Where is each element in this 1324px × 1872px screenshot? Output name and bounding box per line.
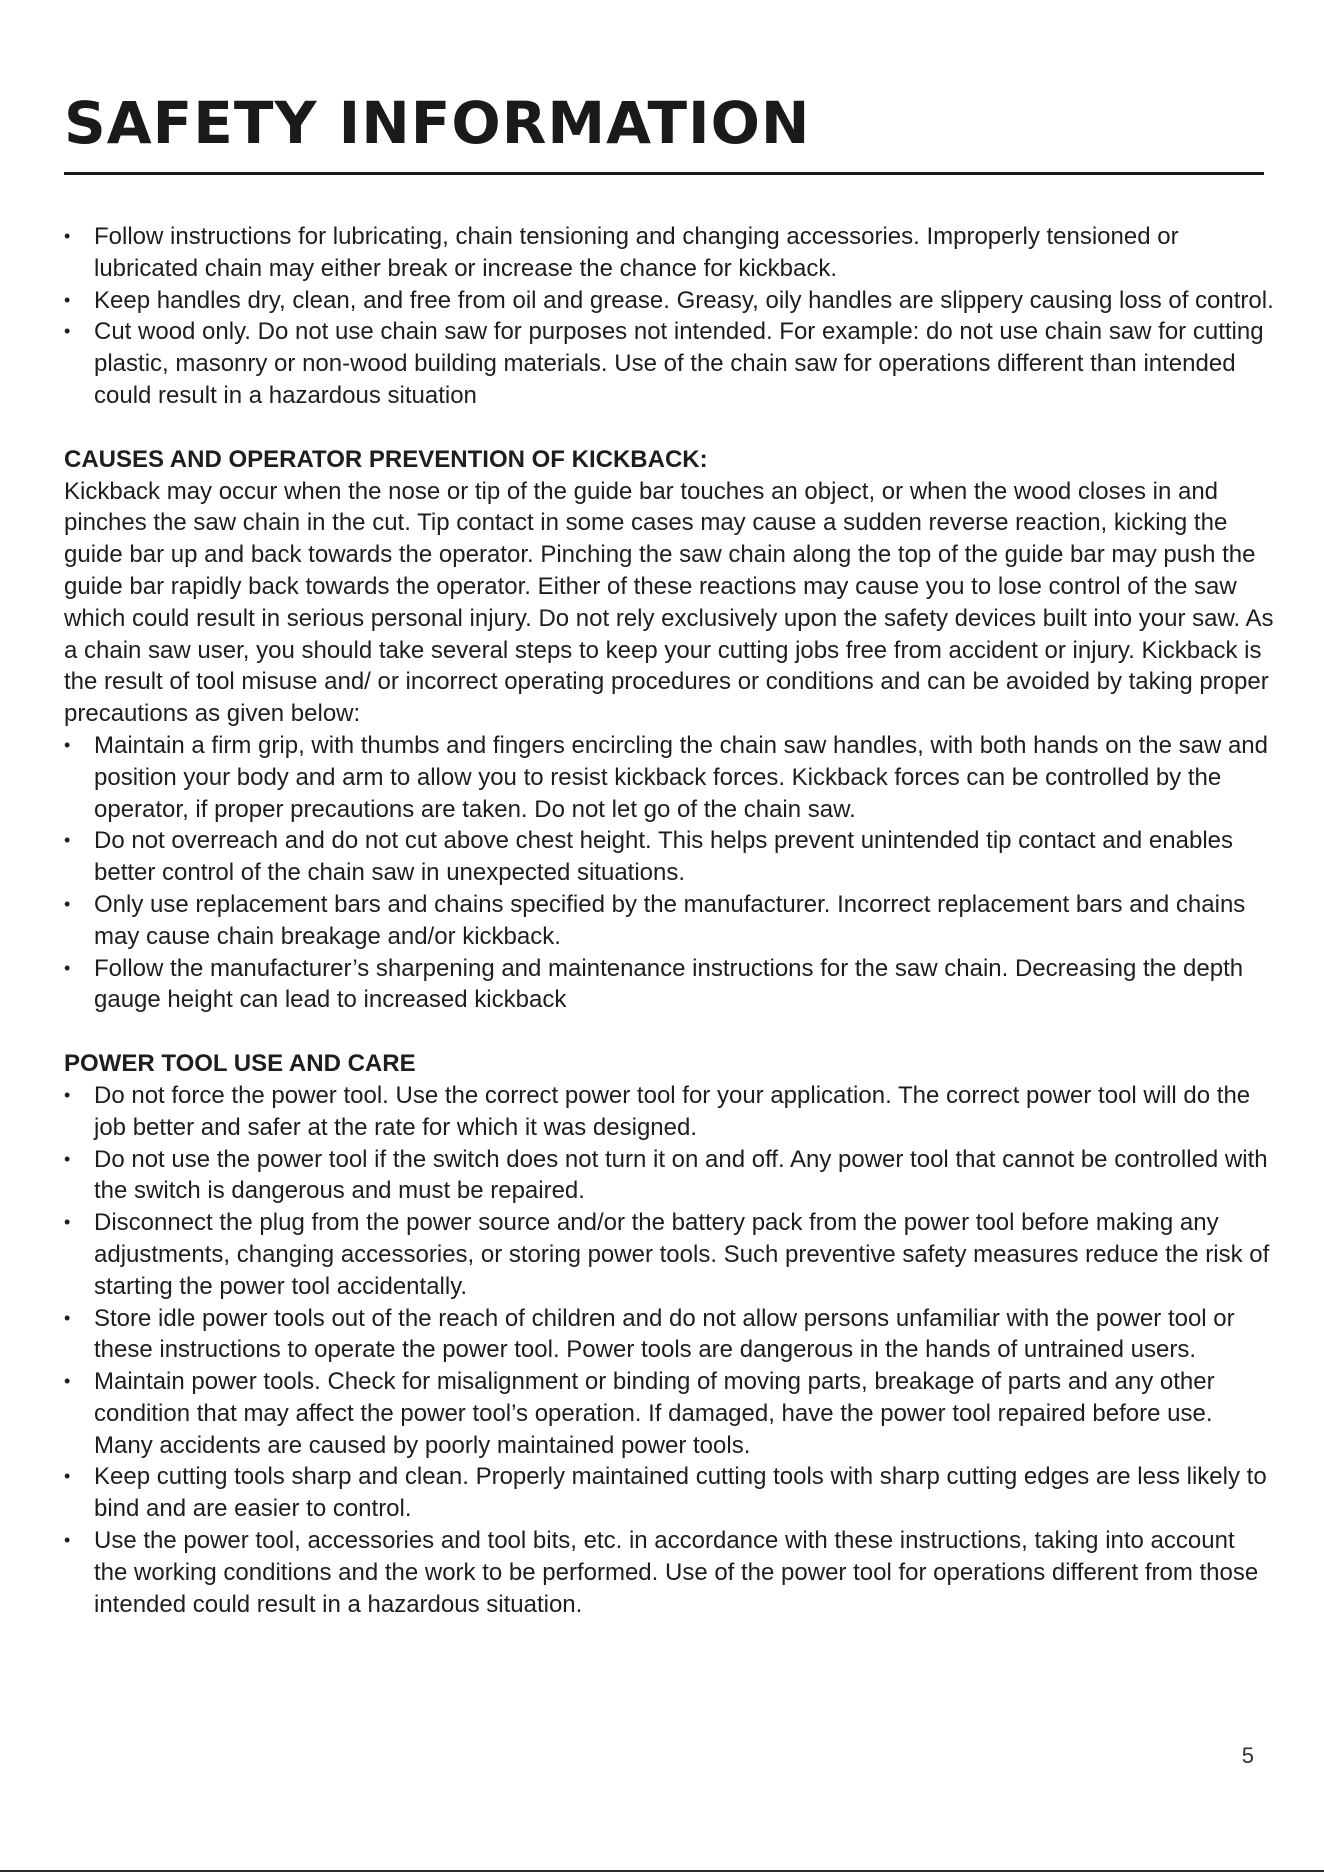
intro-bullet-list bbox=[64, 221, 1274, 412]
list-item: • Keep cutting tools sharp and clean. Properly maintained cutting tools with sharp cutting edges are less likely to bind and are easier to control. bbox=[64, 1461, 1274, 1525]
list-item: • Do not use the power tool if the switch does not turn it on and off. Any power tool that cannot be controlled with the switch is dangerous and must be repaired. bbox=[64, 1144, 1274, 1208]
list-item: • Do not overreach and do not cut above chest height. This helps prevent unintended tip contact and enables better control of the chain saw in unexpected situations. bbox=[64, 825, 1274, 889]
list-item: • Maintain a firm grip, with thumbs and fingers encircling the chain saw handles, with both hands on the saw and position your body and arm to allow you to resist kickback forces. Kickback forces can be controlled by the operator, if proper precautions are taken. Do not let go of the chain saw. bbox=[64, 730, 1274, 825]
page-title: SAFETY INFORMATION bbox=[64, 89, 811, 157]
list-item: • Keep handles dry, clean, and free from oil and grease. Greasy, oily handles are slippery causing loss of control. bbox=[64, 285, 1274, 317]
list-item: • Do not force the power tool. Use the correct power tool for your application. The correct power tool will do the job better and safer at the rate for which it was designed. bbox=[64, 1080, 1274, 1144]
list-item: • Disconnect the plug from the power source and/or the battery pack from the power tool before making any adjustments, changing accessories, or storing power tools. Such preventive safety measures reduce the risk of starting the power tool accidentally. bbox=[64, 1207, 1274, 1302]
title-divider bbox=[64, 172, 1264, 175]
list-item: • Follow the manufacturer’s sharpening and maintenance instructions for the saw chain. Decreasing the depth gauge height can lead to increased kickback bbox=[64, 953, 1274, 1017]
list-item: • Cut wood only. Do not use chain saw for purposes not intended. For example: do not use chain saw for cutting plastic, masonry or non-wood building materials. Use of the chain saw for operations different than intended could result in a hazardous situation bbox=[64, 316, 1274, 411]
list-item: • Maintain power tools. Check for misalignment or binding of moving parts, breakage of parts and any other condition that may affect the power tool’s operation. If damaged, have the power tool repaired before use. Many accidents are caused by poorly maintained power tools. bbox=[64, 1366, 1274, 1461]
list-item: • Use the power tool, accessories and tool bits, etc. in accordance with these instructions, taking into account the working conditions and the work to be performed. Use of the power tool for operations different from those intended could result in a hazardous situation. bbox=[64, 1525, 1274, 1620]
kickback-bullet-list bbox=[64, 730, 1274, 1016]
kickback-heading: CAUSES AND OPERATOR PREVENTION OF KICKBACK: bbox=[64, 445, 708, 473]
page-number: 5 bbox=[1241, 1743, 1254, 1768]
kickback-paragraph: Kickback may occur when the nose or tip of the guide bar touches an object, or when the wood closes in and pinches the saw chain in the cut. Tip contact in some cases may cause a sudden reverse reaction, kicking the guide bar up and back towards the operator. Pinching the saw chain along the top of the guide bar may push the guide bar rapidly back towards the operator. Either of these reactions may cause you to lose control of the saw which could result in serious personal injury. Do not rely exclusively upon the safety devices built into your saw. As a chain saw user, you should take several steps to keep your cutting jobs free from accident or injury. Kickback is the result of tool misuse and/ or incorrect operating procedures or conditions and can be avoided by taking proper precautions as given below: bbox=[64, 477, 1274, 728]
list-item: • Only use replacement bars and chains specified by the manufacturer. Incorrect replacement bars and chains may cause chain breakage and/or kickback. bbox=[64, 889, 1274, 953]
power-tool-bullet-list bbox=[64, 1080, 1274, 1621]
page-content bbox=[64, 221, 1274, 1620]
list-item: • Follow instructions for lubricating, chain tensioning and changing accessories. Improperly tensioned or lubricated chain may either break or increase the chance for kickback. bbox=[64, 221, 1274, 285]
list-item: • Store idle power tools out of the reach of children and do not allow persons unfamiliar with the power tool or these instructions to operate the power tool. Power tools are dangerous in the hands of untrained users. bbox=[64, 1303, 1274, 1367]
power-tool-heading: POWER TOOL USE AND CARE bbox=[64, 1050, 416, 1078]
